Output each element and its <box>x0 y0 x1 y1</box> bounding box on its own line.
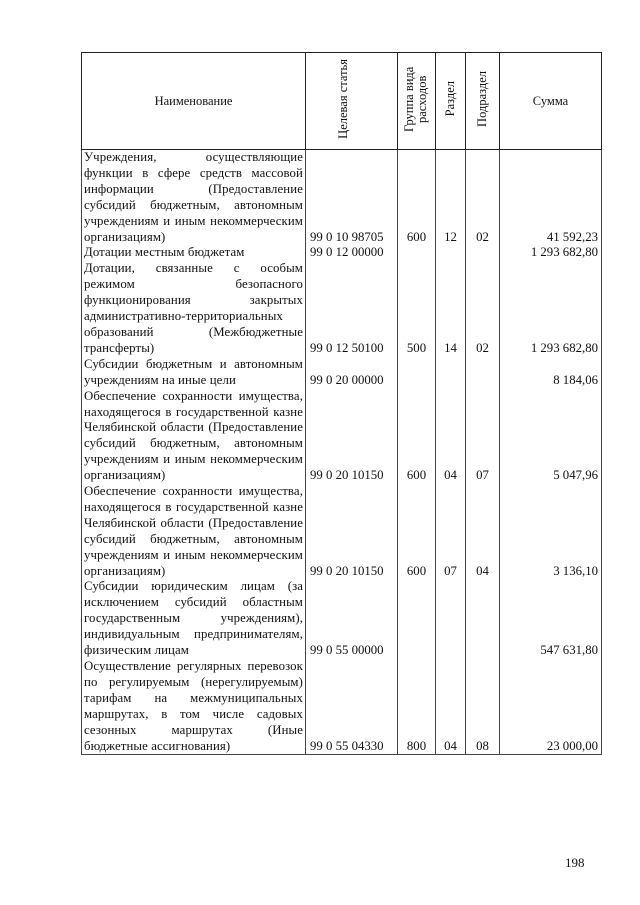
header-target <box>306 53 398 150</box>
header-section-label: Раздел <box>442 81 457 117</box>
row-subsection <box>466 579 500 659</box>
row-name: Обеспечение сохранности имущества, находящегося в государственной казне Челябинской области (Предоставление субсидий бюджетным, автономным учреждениям и иным некоммерческим организациям) <box>82 484 306 579</box>
row-group: 500 <box>398 261 436 356</box>
row-sum: 1 293 682,80 <box>500 245 602 261</box>
row-name: Учреждения, осуществляющие функции в сфере средств массовой информации (Предоставление субсидий бюджетным, автономным учреждениям и иным некоммерческим организациям) <box>82 150 306 246</box>
row-section: 04 <box>436 659 466 755</box>
row-sum: 23 000,00 <box>500 659 602 755</box>
row-name: Обеспечение сохранности имущества, находящегося в государственной казне Челябинской области (Предоставление субсидий бюджетным, автономным учреждениям и иным некоммерческим организациям) <box>82 389 306 484</box>
row-section <box>436 579 466 659</box>
row-section: 14 <box>436 261 466 356</box>
table-row <box>82 150 602 246</box>
row-section <box>436 245 466 261</box>
row-group: 600 <box>398 389 436 484</box>
row-sum: 3 136,10 <box>500 484 602 579</box>
row-code: 99 0 12 00000 <box>306 245 398 261</box>
table-row <box>82 261 602 356</box>
row-section: 07 <box>436 484 466 579</box>
row-group <box>398 357 436 389</box>
row-section: 04 <box>436 389 466 484</box>
table-row <box>82 579 602 659</box>
header-subsection <box>466 53 500 150</box>
row-subsection: 02 <box>466 150 500 246</box>
row-code: 99 0 55 04330 <box>306 659 398 755</box>
row-subsection <box>466 245 500 261</box>
header-name: Наименование <box>82 53 306 150</box>
row-subsection: 02 <box>466 261 500 356</box>
row-group <box>398 579 436 659</box>
table-header-row <box>82 53 602 150</box>
header-subsection-label: Подраздел <box>474 71 489 127</box>
header-section <box>436 53 466 150</box>
row-sum: 1 293 682,80 <box>500 261 602 356</box>
row-subsection: 07 <box>466 389 500 484</box>
row-name: Субсидии юридическим лицам (за исключением субсидий областным государственным учреждениям), индивидуальным предпринимателям, физическим лицам <box>82 579 306 659</box>
row-code: 99 0 20 00000 <box>306 357 398 389</box>
row-code: 99 0 55 00000 <box>306 579 398 659</box>
row-subsection: 08 <box>466 659 500 755</box>
row-sum: 547 631,80 <box>500 579 602 659</box>
header-group <box>398 53 436 150</box>
header-sum: Сумма <box>500 53 602 150</box>
row-sum: 8 184,06 <box>500 357 602 389</box>
page-number: 198 <box>565 855 585 870</box>
row-name: Субсидии бюджетным и автономным учреждениям на иные цели <box>82 357 306 389</box>
row-code: 99 0 20 10150 <box>306 389 398 484</box>
row-group: 600 <box>398 150 436 246</box>
row-name: Дотации, связанные с особым режимом безопасного функционирования закрытых административно-территориальных образований (Межбюджетные трансферты) <box>82 261 306 356</box>
header-group-label: Группа вида расходов <box>401 66 429 132</box>
row-code: 99 0 20 10150 <box>306 484 398 579</box>
row-subsection <box>466 357 500 389</box>
row-section: 12 <box>436 150 466 246</box>
budget-table <box>81 52 602 755</box>
row-group: 600 <box>398 484 436 579</box>
row-sum: 5 047,96 <box>500 389 602 484</box>
row-sum: 41 592,23 <box>500 150 602 246</box>
table-row <box>82 245 602 261</box>
row-group: 800 <box>398 659 436 755</box>
row-subsection: 04 <box>466 484 500 579</box>
row-group <box>398 245 436 261</box>
table-row <box>82 389 602 484</box>
row-section <box>436 357 466 389</box>
table-row <box>82 357 602 389</box>
row-code: 99 0 10 98705 <box>306 150 398 246</box>
table-row <box>82 659 602 755</box>
header-target-label: Целевая статья <box>335 59 350 139</box>
row-name: Осуществление регулярных перевозок по регулируемым (нерегулируемым) тарифам на межмуниципальных маршрутах, в том числе садовых сезонных маршрутах (Иные бюджетные ассигнования) <box>82 659 306 755</box>
table-row <box>82 484 602 579</box>
row-code: 99 0 12 50100 <box>306 261 398 356</box>
row-name: Дотации местным бюджетам <box>82 245 306 261</box>
